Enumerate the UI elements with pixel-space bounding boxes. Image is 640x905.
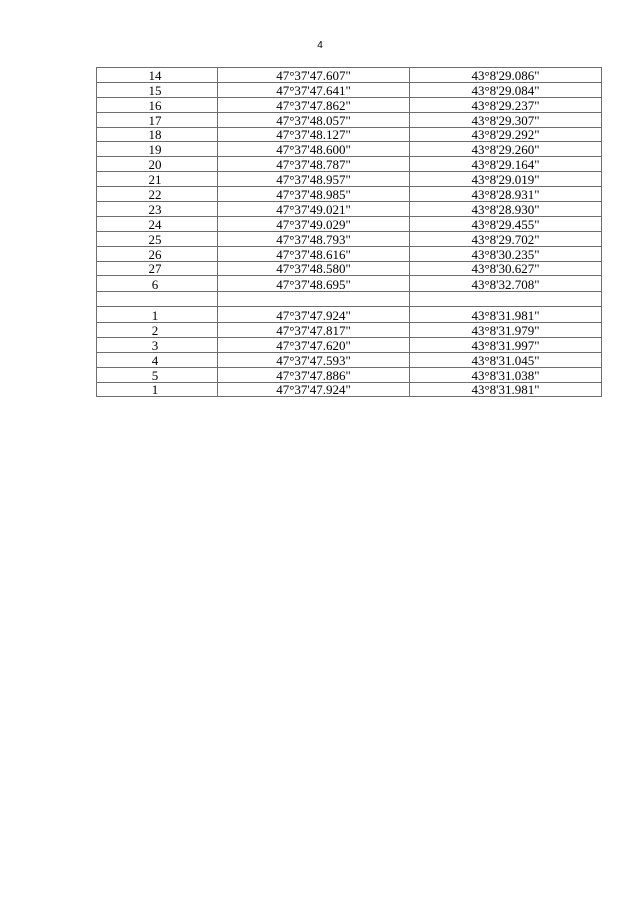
table-row (97, 82, 602, 97)
table-row (97, 246, 602, 261)
longitude-cell: 43°8'28.931" (410, 187, 602, 202)
point-number: 17 (97, 112, 218, 127)
point-number: 23 (97, 202, 218, 217)
coordinates-table-body (97, 68, 602, 397)
table-row (97, 142, 602, 157)
latitude-cell: 47°37'48.616" (218, 246, 410, 261)
longitude-cell: 43°8'31.981" (410, 307, 602, 323)
latitude-cell: 47°37'48.793" (218, 231, 410, 246)
latitude-cell: 47°37'47.641" (218, 82, 410, 97)
longitude-cell: 43°8'29.307" (410, 112, 602, 127)
longitude-cell: 43°8'29.455" (410, 216, 602, 231)
empty-row (97, 291, 602, 307)
latitude-cell: 47°37'48.787" (218, 157, 410, 172)
latitude-cell: 47°37'48.985" (218, 187, 410, 202)
longitude-cell: 43°8'31.045" (410, 352, 602, 367)
longitude-cell: 43°8'30.235" (410, 246, 602, 261)
table-row (97, 112, 602, 127)
longitude-cell (410, 291, 602, 307)
latitude-cell: 47°37'47.607" (218, 68, 410, 83)
point-number: 16 (97, 97, 218, 112)
table-row (97, 231, 602, 246)
point-number: 4 (97, 352, 218, 367)
page-number: 4 (317, 40, 323, 51)
table-row (97, 276, 602, 292)
latitude-cell: 47°37'47.862" (218, 97, 410, 112)
coordinates-table (96, 67, 602, 397)
point-number: 1 (97, 382, 218, 397)
longitude-cell: 43°8'31.981" (410, 382, 602, 397)
table-row (97, 127, 602, 142)
longitude-cell: 43°8'28.930" (410, 202, 602, 217)
longitude-cell: 43°8'29.164" (410, 157, 602, 172)
table-row (97, 307, 602, 323)
table-row (97, 352, 602, 367)
point-number: 18 (97, 127, 218, 142)
latitude-cell: 47°37'47.886" (218, 367, 410, 382)
point-number: 20 (97, 157, 218, 172)
latitude-cell: 47°37'48.580" (218, 261, 410, 276)
longitude-cell: 43°8'29.292" (410, 127, 602, 142)
point-number: 22 (97, 187, 218, 202)
table-row (97, 172, 602, 187)
longitude-cell: 43°8'29.019" (410, 172, 602, 187)
latitude-cell (218, 291, 410, 307)
table-row (97, 367, 602, 382)
point-number: 6 (97, 276, 218, 292)
latitude-cell: 47°37'47.924" (218, 307, 410, 323)
table-row (97, 261, 602, 276)
longitude-cell: 43°8'29.237" (410, 97, 602, 112)
longitude-cell: 43°8'30.627" (410, 261, 602, 276)
point-number: 14 (97, 68, 218, 83)
point-number: 2 (97, 322, 218, 337)
table-row (97, 322, 602, 337)
latitude-cell: 47°37'49.029" (218, 216, 410, 231)
longitude-cell: 43°8'31.038" (410, 367, 602, 382)
latitude-cell: 47°37'48.957" (218, 172, 410, 187)
table-row (97, 337, 602, 352)
table-row (97, 97, 602, 112)
point-number: 26 (97, 246, 218, 261)
table-row (97, 157, 602, 172)
point-number: 21 (97, 172, 218, 187)
longitude-cell: 43°8'29.086" (410, 68, 602, 83)
longitude-cell: 43°8'31.997" (410, 337, 602, 352)
longitude-cell: 43°8'32.708" (410, 276, 602, 292)
latitude-cell: 47°37'48.057" (218, 112, 410, 127)
point-number: 25 (97, 231, 218, 246)
point-number: 5 (97, 367, 218, 382)
table-row (97, 187, 602, 202)
longitude-cell: 43°8'29.260" (410, 142, 602, 157)
table-row (97, 216, 602, 231)
latitude-cell: 47°37'47.593" (218, 352, 410, 367)
latitude-cell: 47°37'49.021" (218, 202, 410, 217)
latitude-cell: 47°37'47.924" (218, 382, 410, 397)
latitude-cell: 47°37'48.127" (218, 127, 410, 142)
table-row (97, 202, 602, 217)
longitude-cell: 43°8'29.084" (410, 82, 602, 97)
point-number: 27 (97, 261, 218, 276)
latitude-cell: 47°37'48.600" (218, 142, 410, 157)
point-number: 3 (97, 337, 218, 352)
longitude-cell: 43°8'31.979" (410, 322, 602, 337)
point-number: 1 (97, 307, 218, 323)
point-number: 19 (97, 142, 218, 157)
table-row (97, 382, 602, 397)
longitude-cell: 43°8'29.702" (410, 231, 602, 246)
latitude-cell: 47°37'47.620" (218, 337, 410, 352)
latitude-cell: 47°37'48.695" (218, 276, 410, 292)
point-number: 15 (97, 82, 218, 97)
point-number: 24 (97, 216, 218, 231)
latitude-cell: 47°37'47.817" (218, 322, 410, 337)
table-row (97, 68, 602, 83)
point-number (97, 291, 218, 307)
